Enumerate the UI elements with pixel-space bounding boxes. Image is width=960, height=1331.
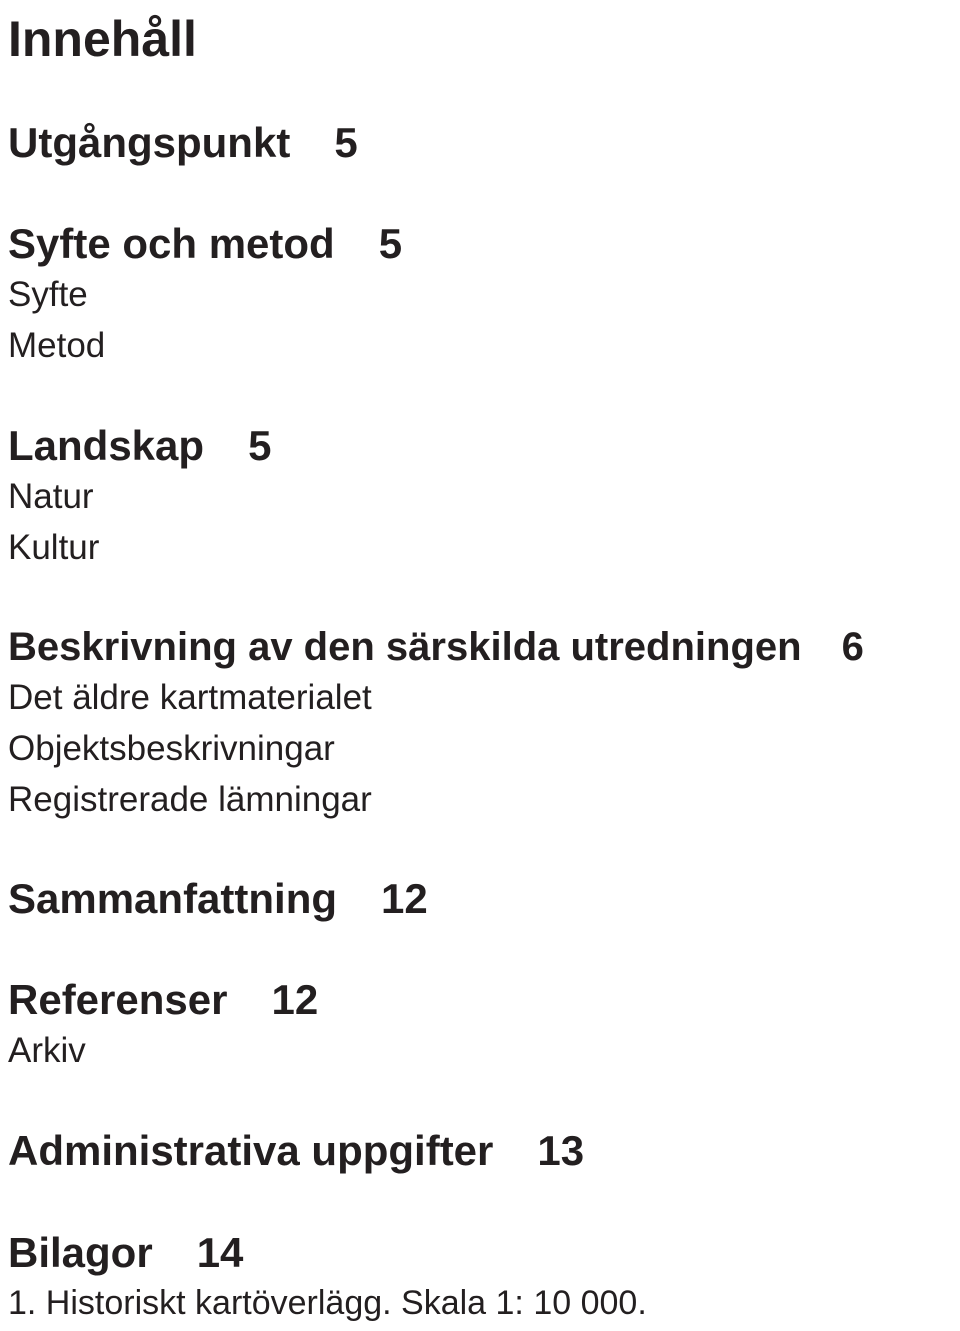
page-title: Innehåll xyxy=(8,11,197,67)
toc-heading-label: Administrativa uppgifter xyxy=(8,1127,494,1174)
toc-heading[interactable] xyxy=(8,118,958,168)
toc-heading[interactable] xyxy=(8,1126,958,1176)
toc-subitem-list xyxy=(8,471,958,573)
toc-page-number: 5 xyxy=(334,119,358,166)
toc-subitem[interactable]: Natur xyxy=(8,477,94,516)
toc-subitem[interactable]: Syfte xyxy=(8,275,88,314)
toc-section-administrativa-uppgifter xyxy=(8,1126,958,1176)
toc-heading[interactable] xyxy=(8,874,958,924)
toc-subitem-list xyxy=(8,269,958,371)
toc-page-number: 5 xyxy=(378,220,403,267)
toc-heading-label: Sammanfattning xyxy=(8,875,338,922)
toc-heading[interactable] xyxy=(8,219,958,269)
toc-heading[interactable] xyxy=(8,622,958,672)
toc-heading[interactable] xyxy=(8,1228,958,1278)
toc-heading-label: Referenser xyxy=(8,976,228,1023)
toc-subitem[interactable]: Kultur xyxy=(8,528,100,567)
toc-page-number: 12 xyxy=(271,976,319,1023)
toc-section-sammanfattning xyxy=(8,874,958,924)
toc-section-utgangspunkt xyxy=(8,118,958,168)
toc-heading-label: Beskrivning av den särskilda utredningen xyxy=(8,625,802,669)
toc-subitem-list xyxy=(8,1278,958,1329)
toc-heading-label: Utgångspunkt xyxy=(8,119,291,166)
toc-section-referenser xyxy=(8,975,958,1076)
toc-heading[interactable] xyxy=(8,421,958,471)
toc-subitem[interactable]: Registrerade lämningar xyxy=(8,780,372,819)
toc-page-number: 12 xyxy=(381,875,428,922)
toc-page-number: 5 xyxy=(248,422,272,469)
toc-section-landskap xyxy=(8,421,958,573)
toc-heading-label: Landskap xyxy=(8,422,205,469)
toc-page-number: 13 xyxy=(537,1127,585,1174)
toc-section-bilagor xyxy=(8,1228,958,1329)
toc-subitem[interactable]: Objektsbeskrivningar xyxy=(8,729,335,768)
toc-subitem[interactable]: Det äldre kartmaterialet xyxy=(8,678,372,717)
toc-page-number: 6 xyxy=(841,625,864,669)
toc-heading[interactable] xyxy=(8,975,958,1025)
toc-page-number: 14 xyxy=(196,1229,244,1276)
toc-heading-label: Syfte och metod xyxy=(8,220,335,267)
toc-heading-label: Bilagor xyxy=(8,1229,153,1276)
toc-subitem[interactable]: Arkiv xyxy=(8,1031,86,1070)
toc-subitem-list xyxy=(8,1025,958,1076)
toc-section-syfte-och-metod xyxy=(8,219,958,371)
toc-section-beskrivning xyxy=(8,622,958,825)
toc-subitem-list xyxy=(8,672,958,825)
toc-subitem[interactable]: 1. Historiskt kartöverlägg. Skala 1: 10 000. xyxy=(8,1284,647,1322)
toc-subitem[interactable]: Metod xyxy=(8,326,106,365)
